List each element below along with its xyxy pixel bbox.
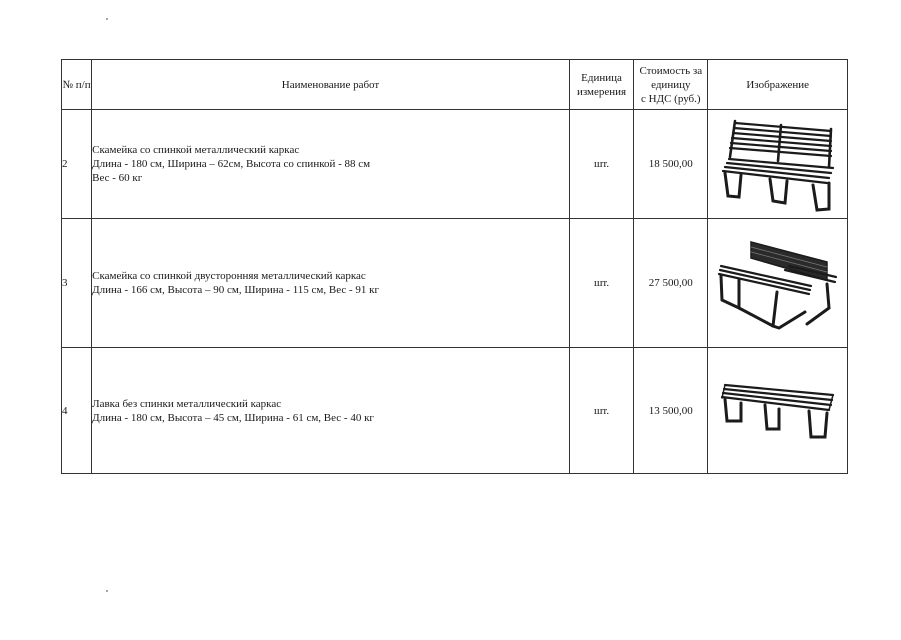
scan-speck bbox=[106, 18, 108, 20]
row-price: 13 500,00 bbox=[634, 348, 708, 474]
row-image bbox=[708, 110, 848, 219]
header-price-line: единицу bbox=[651, 78, 691, 91]
header-image: Изображение bbox=[708, 60, 848, 110]
double-sided-bench-icon bbox=[715, 236, 840, 331]
row-name bbox=[92, 110, 570, 219]
table-header-row bbox=[62, 60, 848, 110]
row-image bbox=[708, 219, 848, 348]
header-price bbox=[634, 60, 708, 110]
table-row bbox=[62, 348, 848, 474]
bench-with-backrest-icon bbox=[715, 117, 840, 212]
row-name-line: Длина - 180 см, Высота – 45 см, Ширина - 61 см, Вес - 40 кг bbox=[92, 411, 374, 424]
header-price-line: Стоимость за bbox=[639, 64, 703, 77]
row-image bbox=[708, 348, 848, 474]
row-name-line: Длина - 180 см, Ширина – 62см, Высота со спинкой - 88 см bbox=[92, 158, 371, 170]
row-unit: шт. bbox=[569, 219, 633, 348]
table-row bbox=[62, 110, 848, 219]
row-unit: шт. bbox=[569, 110, 633, 219]
scan-speck bbox=[106, 590, 108, 592]
row-number: 4 bbox=[62, 348, 92, 474]
row-price: 18 500,00 bbox=[634, 110, 708, 219]
row-number: 3 bbox=[62, 219, 92, 348]
row-unit: шт. bbox=[569, 348, 633, 474]
table-row bbox=[62, 219, 848, 348]
row-name-line: Скамейка со спинкой металлический каркас bbox=[92, 144, 300, 156]
header-number: № п/п bbox=[62, 60, 92, 110]
row-number: 2 bbox=[62, 110, 92, 219]
row-name bbox=[92, 348, 570, 474]
row-name bbox=[92, 219, 570, 348]
header-price-line: с НДС (руб.) bbox=[641, 92, 701, 105]
price-table bbox=[61, 59, 848, 474]
row-name-line: Скамейка со спинкой двусторонняя металлический каркас bbox=[92, 270, 366, 282]
header-name: Наименование работ bbox=[92, 60, 570, 110]
row-name-line: Длина - 166 см, Высота – 90 см, Ширина - 115 см, Вес - 91 кг bbox=[92, 284, 380, 296]
row-name-line: Лавка без спинки металлический каркас bbox=[92, 397, 282, 410]
row-name-line: Вес - 60 кг bbox=[92, 172, 143, 184]
row-price: 27 500,00 bbox=[634, 219, 708, 348]
backless-bench-icon bbox=[715, 371, 840, 451]
header-unit: Единица измерения bbox=[569, 60, 633, 110]
